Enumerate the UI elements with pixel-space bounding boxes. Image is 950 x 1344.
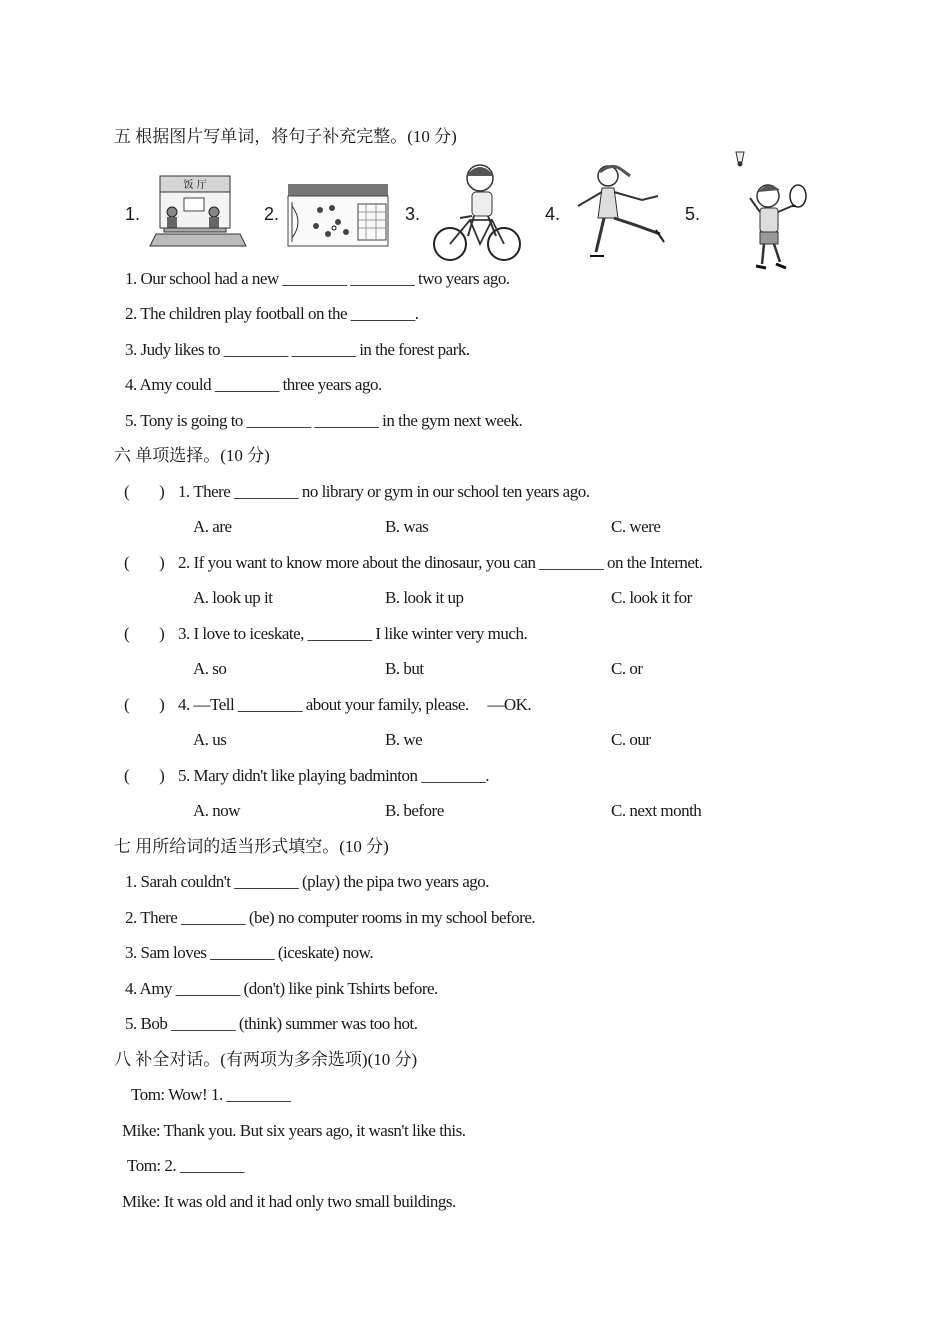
section-7-heading: 七 用所给词的适当形式填空。(10 分) [114,837,389,856]
sec6-q2-stem: 2. If you want to know more about the dinosaur, you can ________ on the Internet. [178,553,703,572]
section-6-heading: 六 单项选择。(10 分) [114,446,270,465]
sec6-q3-stem: 3. I love to iceskate, ________ I like winter very much. [178,624,528,643]
sec6-q5-option-a: A. now [193,801,241,820]
dining-hall-icon [146,174,250,252]
sec6-q5-option-b: B. before [385,801,444,820]
sec6-q3-option-b: B. but [385,659,424,678]
sec6-q2-option-b: B. look it up [385,588,464,607]
sec6-q4-option-a: A. us [193,730,227,749]
boy-playing-badminton-icon [722,150,812,278]
sec6-q3-bracket: ( ) [124,624,165,643]
sec6-q1-bracket: ( ) [124,482,165,501]
sec6-q3-option-c: C. or [611,659,643,678]
sec7-item-1: 1. Sarah couldn't ________ (play) the pipa two years ago. [125,872,490,891]
sec7-item-3: 3. Sam loves ________ (iceskate) now. [125,943,374,962]
sec5-item-2: 2. The children play football on the ________. [125,304,419,323]
sec6-q4-option-c: C. our [611,730,651,749]
playground-icon [286,182,390,248]
sec6-q5-option-c: C. next month [611,801,702,820]
dialogue-line-2: Mike: Thank you. But six years ago, it wasn't like this. [122,1121,466,1140]
dialogue-line-1: Tom: Wow! 1. ________ [131,1085,291,1104]
sec6-q3-option-a: A. so [193,659,227,678]
sec5-item-1: 1. Our school had a new ________ ________ two years ago. [125,269,510,288]
picture-3-number: 3. [405,204,421,224]
sec6-q4-stem: 4. —Tell ________ about your family, please. —OK. [178,695,532,714]
sec7-item-4: 4. Amy ________ (don't) like pink Tshirts before. [125,979,438,998]
sec7-item-2: 2. There ________ (be) no computer rooms in my school before. [125,908,536,927]
sec5-item-5: 5. Tony is going to ________ ________ in the gym next week. [125,411,523,430]
sec6-q1-option-b: B. was [385,517,429,536]
girl-riding-bike-icon [430,160,526,264]
sec6-q1-option-a: A. are [193,517,232,536]
sec6-q1-option-c: C. were [611,517,661,536]
sec6-q2-option-a: A. look up it [193,588,273,607]
dining-hall-sign: 饭 厅 [183,180,207,191]
dialogue-line-4: Mike: It was old and it had only two small buildings. [122,1192,456,1211]
sec5-item-4: 4. Amy could ________ three years ago. [125,375,382,394]
sec6-q4-bracket: ( ) [124,695,165,714]
section-5-heading: 五 根据图片写单词，将句子补充完整。(10 分) [114,127,457,146]
picture-2-number: 2. [264,204,280,224]
sec6-q1-stem: 1. There ________ no library or gym in our school ten years ago. [178,482,590,501]
dialogue-line-3: Tom: 2. ________ [127,1156,244,1175]
girl-ice-skating-icon [568,162,672,262]
section-8-heading: 八 补全对话。(有两项为多余选项)(10 分) [114,1050,418,1069]
sec6-q2-option-c: C. look it for [611,588,692,607]
sec5-item-3: 3. Judy likes to ________ ________ in the forest park. [125,340,470,359]
sec6-q2-bracket: ( ) [124,553,165,572]
sec6-q5-stem: 5. Mary didn't like playing badminton ________. [178,766,490,785]
sec7-item-5: 5. Bob ________ (think) summer was too hot. [125,1014,418,1033]
picture-5-number: 5. [685,204,701,224]
picture-1-number: 1. [125,204,141,224]
sec6-q4-option-b: B. we [385,730,423,749]
sec6-q5-bracket: ( ) [124,766,165,785]
picture-4-number: 4. [545,204,561,224]
